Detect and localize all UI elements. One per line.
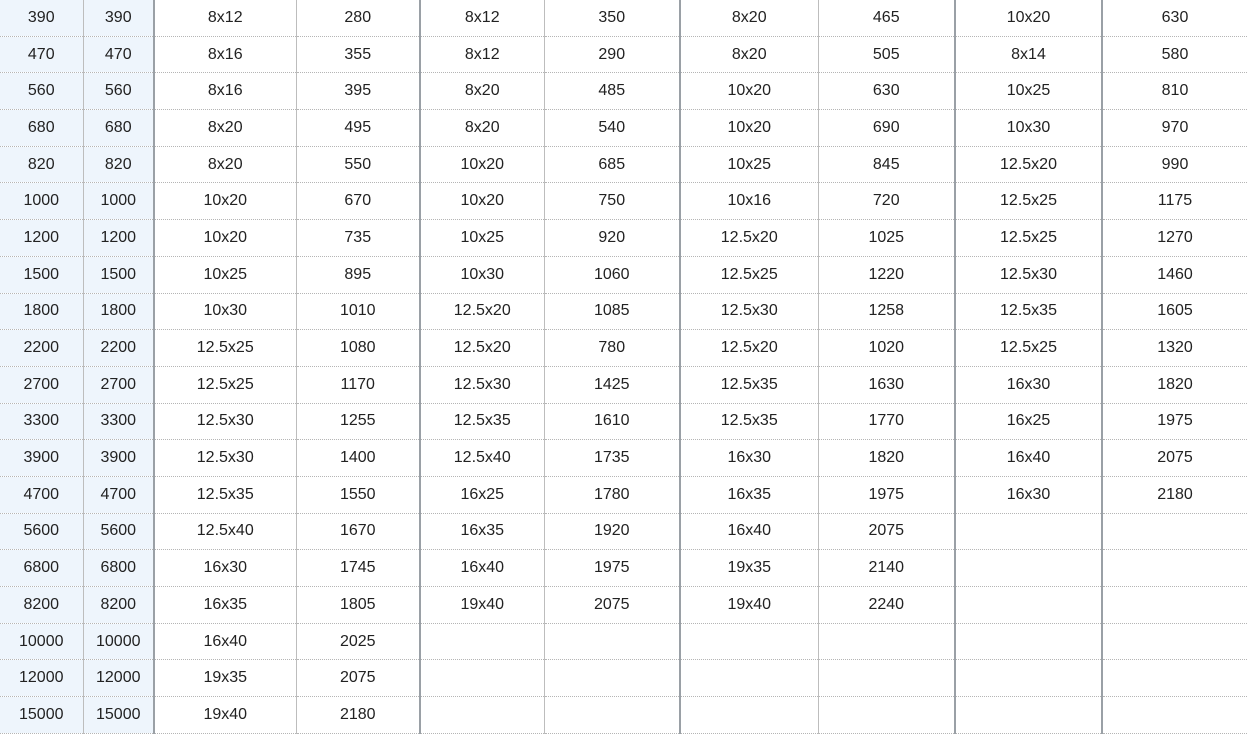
- table-row: [0, 220, 1247, 257]
- ripple-current-cell: 750: [544, 183, 680, 220]
- table-row: [0, 36, 1247, 73]
- ripple-current-cell: 2075: [818, 513, 955, 550]
- table-row: [0, 660, 1247, 697]
- size-cell: 12.5x30: [154, 440, 296, 477]
- capacitance-value-cell: 15000: [83, 697, 154, 734]
- size-cell: 16x30: [955, 476, 1102, 513]
- ripple-current-cell: 1735: [544, 440, 680, 477]
- table-row: [0, 0, 1247, 36]
- ripple-current-cell: 1025: [818, 220, 955, 257]
- size-cell: 10x30: [955, 110, 1102, 147]
- ripple-current-cell: 350: [544, 0, 680, 36]
- ripple-current-cell: 895: [296, 256, 420, 293]
- ripple-current-cell: 970: [1102, 110, 1247, 147]
- ripple-current-cell: 505: [818, 36, 955, 73]
- ripple-current-cell: [1102, 623, 1247, 660]
- size-cell: 12.5x25: [955, 183, 1102, 220]
- ripple-current-cell: 1975: [818, 476, 955, 513]
- size-cell: 10x25: [680, 146, 818, 183]
- capacitance-code-cell: 470: [0, 36, 83, 73]
- size-cell: [955, 697, 1102, 734]
- size-cell: 12.5x35: [955, 293, 1102, 330]
- capacitance-value-cell: 680: [83, 110, 154, 147]
- ripple-current-cell: 550: [296, 146, 420, 183]
- ripple-current-cell: 1780: [544, 476, 680, 513]
- capacitance-code-cell: 8200: [0, 587, 83, 624]
- ripple-current-cell: 670: [296, 183, 420, 220]
- size-cell: 10x30: [154, 293, 296, 330]
- ripple-current-cell: 1550: [296, 476, 420, 513]
- capacitance-value-cell: 820: [83, 146, 154, 183]
- size-cell: 10x25: [955, 73, 1102, 110]
- size-cell: [420, 623, 544, 660]
- capacitance-code-cell: 1800: [0, 293, 83, 330]
- ripple-current-cell: 540: [544, 110, 680, 147]
- table-row: [0, 330, 1247, 367]
- ripple-current-cell: 1610: [544, 403, 680, 440]
- capacitance-value-cell: 3300: [83, 403, 154, 440]
- ripple-current-cell: 685: [544, 146, 680, 183]
- size-cell: 12.5x30: [955, 256, 1102, 293]
- ripple-current-cell: 990: [1102, 146, 1247, 183]
- size-cell: [955, 513, 1102, 550]
- size-cell: 12.5x40: [154, 513, 296, 550]
- ripple-current-cell: 2025: [296, 623, 420, 660]
- ripple-current-cell: [818, 623, 955, 660]
- size-cell: 10x20: [955, 0, 1102, 36]
- ripple-current-cell: 810: [1102, 73, 1247, 110]
- size-cell: 19x40: [680, 587, 818, 624]
- ripple-current-cell: 355: [296, 36, 420, 73]
- ripple-current-cell: 1220: [818, 256, 955, 293]
- capacitance-code-cell: 1000: [0, 183, 83, 220]
- capacitance-value-cell: 5600: [83, 513, 154, 550]
- ripple-current-cell: 1170: [296, 366, 420, 403]
- size-cell: 8x16: [154, 73, 296, 110]
- size-cell: 12.5x25: [154, 366, 296, 403]
- size-cell: 10x30: [420, 256, 544, 293]
- ripple-current-cell: 2140: [818, 550, 955, 587]
- size-cell: 10x20: [680, 110, 818, 147]
- size-cell: 12.5x25: [955, 220, 1102, 257]
- size-cell: [955, 623, 1102, 660]
- capacitance-code-cell: 15000: [0, 697, 83, 734]
- size-cell: 12.5x25: [680, 256, 818, 293]
- size-cell: 16x40: [680, 513, 818, 550]
- ripple-current-cell: [544, 660, 680, 697]
- ripple-current-cell: 1460: [1102, 256, 1247, 293]
- size-cell: [955, 550, 1102, 587]
- size-cell: [955, 587, 1102, 624]
- size-cell: 12.5x40: [420, 440, 544, 477]
- capacitance-value-cell: 1200: [83, 220, 154, 257]
- size-cell: 19x35: [154, 660, 296, 697]
- size-cell: 8x20: [420, 73, 544, 110]
- capacitance-value-cell: 470: [83, 36, 154, 73]
- ripple-current-cell: 1820: [818, 440, 955, 477]
- ripple-current-cell: 2180: [296, 697, 420, 734]
- ripple-current-cell: 465: [818, 0, 955, 36]
- capacitance-code-cell: 1500: [0, 256, 83, 293]
- ripple-current-cell: 280: [296, 0, 420, 36]
- size-cell: 10x20: [420, 183, 544, 220]
- ripple-current-cell: 580: [1102, 36, 1247, 73]
- ripple-current-cell: 495: [296, 110, 420, 147]
- ripple-current-cell: [818, 697, 955, 734]
- capacitance-value-cell: 4700: [83, 476, 154, 513]
- size-cell: 16x35: [154, 587, 296, 624]
- ripple-current-cell: 1060: [544, 256, 680, 293]
- ripple-current-cell: [1102, 550, 1247, 587]
- size-cell: 10x20: [420, 146, 544, 183]
- size-cell: 12.5x20: [420, 293, 544, 330]
- size-cell: 8x12: [154, 0, 296, 36]
- ripple-current-cell: 290: [544, 36, 680, 73]
- capacitance-value-cell: 12000: [83, 660, 154, 697]
- size-cell: 16x25: [420, 476, 544, 513]
- table-row: [0, 146, 1247, 183]
- table-row: [0, 513, 1247, 550]
- ripple-current-cell: [1102, 697, 1247, 734]
- ripple-current-cell: 1010: [296, 293, 420, 330]
- size-cell: 10x20: [680, 73, 818, 110]
- ripple-current-cell: [1102, 513, 1247, 550]
- ripple-current-cell: 1920: [544, 513, 680, 550]
- ripple-current-cell: 1630: [818, 366, 955, 403]
- size-cell: 12.5x25: [154, 330, 296, 367]
- size-cell: 16x30: [955, 366, 1102, 403]
- size-cell: 10x16: [680, 183, 818, 220]
- capacitance-value-cell: 560: [83, 73, 154, 110]
- size-cell: 12.5x30: [680, 293, 818, 330]
- table-row: [0, 697, 1247, 734]
- size-cell: 19x40: [154, 697, 296, 734]
- size-cell: 10x25: [154, 256, 296, 293]
- size-cell: 10x25: [420, 220, 544, 257]
- size-cell: 16x35: [420, 513, 544, 550]
- ripple-current-cell: 1425: [544, 366, 680, 403]
- ripple-current-cell: 395: [296, 73, 420, 110]
- size-cell: 12.5x20: [420, 330, 544, 367]
- ripple-current-cell: 630: [1102, 0, 1247, 36]
- ripple-current-cell: 1975: [1102, 403, 1247, 440]
- size-cell: [680, 660, 818, 697]
- size-cell: 16x30: [680, 440, 818, 477]
- size-cell: 12.5x35: [680, 366, 818, 403]
- capacitance-value-cell: 6800: [83, 550, 154, 587]
- size-cell: 12.5x35: [154, 476, 296, 513]
- table-row: [0, 73, 1247, 110]
- size-cell: 8x20: [680, 0, 818, 36]
- ripple-current-cell: 1080: [296, 330, 420, 367]
- ripple-current-cell: 1820: [1102, 366, 1247, 403]
- size-cell: 12.5x30: [154, 403, 296, 440]
- capacitance-value-cell: 1800: [83, 293, 154, 330]
- ripple-current-cell: 1320: [1102, 330, 1247, 367]
- ripple-current-cell: 735: [296, 220, 420, 257]
- size-cell: [680, 623, 818, 660]
- ripple-current-cell: 2075: [544, 587, 680, 624]
- size-cell: 8x20: [154, 110, 296, 147]
- size-cell: 12.5x20: [680, 220, 818, 257]
- capacitance-code-cell: 820: [0, 146, 83, 183]
- ripple-current-cell: 2180: [1102, 476, 1247, 513]
- size-cell: 12.5x30: [420, 366, 544, 403]
- capacitance-value-cell: 1500: [83, 256, 154, 293]
- ripple-current-cell: 1270: [1102, 220, 1247, 257]
- ripple-current-cell: [1102, 660, 1247, 697]
- ripple-current-cell: 1020: [818, 330, 955, 367]
- capacitance-value-cell: 3900: [83, 440, 154, 477]
- capacitance-value-cell: 1000: [83, 183, 154, 220]
- size-cell: 8x12: [420, 0, 544, 36]
- capacitance-code-cell: 2200: [0, 330, 83, 367]
- ripple-current-cell: 1400: [296, 440, 420, 477]
- ripple-current-cell: 485: [544, 73, 680, 110]
- capacitance-value-cell: 10000: [83, 623, 154, 660]
- ripple-current-cell: 1745: [296, 550, 420, 587]
- ripple-current-cell: 1085: [544, 293, 680, 330]
- capacitance-value-cell: 390: [83, 0, 154, 36]
- ripple-current-cell: 920: [544, 220, 680, 257]
- capacitance-code-cell: 5600: [0, 513, 83, 550]
- table-row: [0, 183, 1247, 220]
- ripple-current-cell: [818, 660, 955, 697]
- ripple-current-cell: 1770: [818, 403, 955, 440]
- size-cell: 16x35: [680, 476, 818, 513]
- table-row: [0, 256, 1247, 293]
- size-cell: 12.5x20: [955, 146, 1102, 183]
- size-cell: [955, 660, 1102, 697]
- size-cell: 16x40: [420, 550, 544, 587]
- ripple-current-cell: 1805: [296, 587, 420, 624]
- size-cell: 8x20: [680, 36, 818, 73]
- ripple-current-cell: 1975: [544, 550, 680, 587]
- ripple-current-cell: 1258: [818, 293, 955, 330]
- table-row: [0, 403, 1247, 440]
- table-row: [0, 293, 1247, 330]
- ripple-current-cell: 2075: [1102, 440, 1247, 477]
- size-cell: 16x40: [154, 623, 296, 660]
- size-cell: 16x40: [955, 440, 1102, 477]
- ripple-current-cell: 690: [818, 110, 955, 147]
- ripple-current-cell: 845: [818, 146, 955, 183]
- capacitance-code-cell: 4700: [0, 476, 83, 513]
- capacitance-code-cell: 390: [0, 0, 83, 36]
- table-row: [0, 623, 1247, 660]
- table-row: [0, 587, 1247, 624]
- ripple-current-cell: 780: [544, 330, 680, 367]
- size-cell: 19x35: [680, 550, 818, 587]
- size-cell: 12.5x25: [955, 330, 1102, 367]
- size-cell: 19x40: [420, 587, 544, 624]
- ripple-current-cell: [1102, 587, 1247, 624]
- capacitance-code-cell: 6800: [0, 550, 83, 587]
- size-cell: 10x20: [154, 183, 296, 220]
- table-row: [0, 550, 1247, 587]
- ripple-current-cell: 2240: [818, 587, 955, 624]
- size-cell: 12.5x35: [420, 403, 544, 440]
- size-cell: [680, 697, 818, 734]
- ripple-current-cell: 1175: [1102, 183, 1247, 220]
- size-cell: [420, 660, 544, 697]
- size-cell: 16x30: [154, 550, 296, 587]
- table-row: [0, 440, 1247, 477]
- table-row: [0, 366, 1247, 403]
- size-cell: 8x16: [154, 36, 296, 73]
- ripple-current-cell: 720: [818, 183, 955, 220]
- ripple-current-cell: 2075: [296, 660, 420, 697]
- capacitance-code-cell: 3900: [0, 440, 83, 477]
- capacitance-code-cell: 12000: [0, 660, 83, 697]
- size-cell: 8x20: [154, 146, 296, 183]
- ripple-current-cell: [544, 697, 680, 734]
- capacitance-code-cell: 680: [0, 110, 83, 147]
- ripple-current-cell: 1605: [1102, 293, 1247, 330]
- ripple-current-cell: 1670: [296, 513, 420, 550]
- size-cell: 16x25: [955, 403, 1102, 440]
- table-row: [0, 476, 1247, 513]
- ripple-current-cell: [544, 623, 680, 660]
- capacitance-code-cell: 2700: [0, 366, 83, 403]
- ripple-current-cell: 1255: [296, 403, 420, 440]
- capacitance-value-cell: 2700: [83, 366, 154, 403]
- table-row: [0, 110, 1247, 147]
- capacitance-value-cell: 8200: [83, 587, 154, 624]
- size-cell: 8x20: [420, 110, 544, 147]
- capacitance-code-cell: 10000: [0, 623, 83, 660]
- size-cell: 8x14: [955, 36, 1102, 73]
- size-cell: [420, 697, 544, 734]
- size-cell: 12.5x20: [680, 330, 818, 367]
- size-cell: 10x20: [154, 220, 296, 257]
- capacitance-code-cell: 3300: [0, 403, 83, 440]
- ripple-current-cell: 630: [818, 73, 955, 110]
- capacitance-code-cell: 1200: [0, 220, 83, 257]
- size-cell: 12.5x35: [680, 403, 818, 440]
- capacitance-value-cell: 2200: [83, 330, 154, 367]
- size-cell: 8x12: [420, 36, 544, 73]
- capacitance-code-cell: 560: [0, 73, 83, 110]
